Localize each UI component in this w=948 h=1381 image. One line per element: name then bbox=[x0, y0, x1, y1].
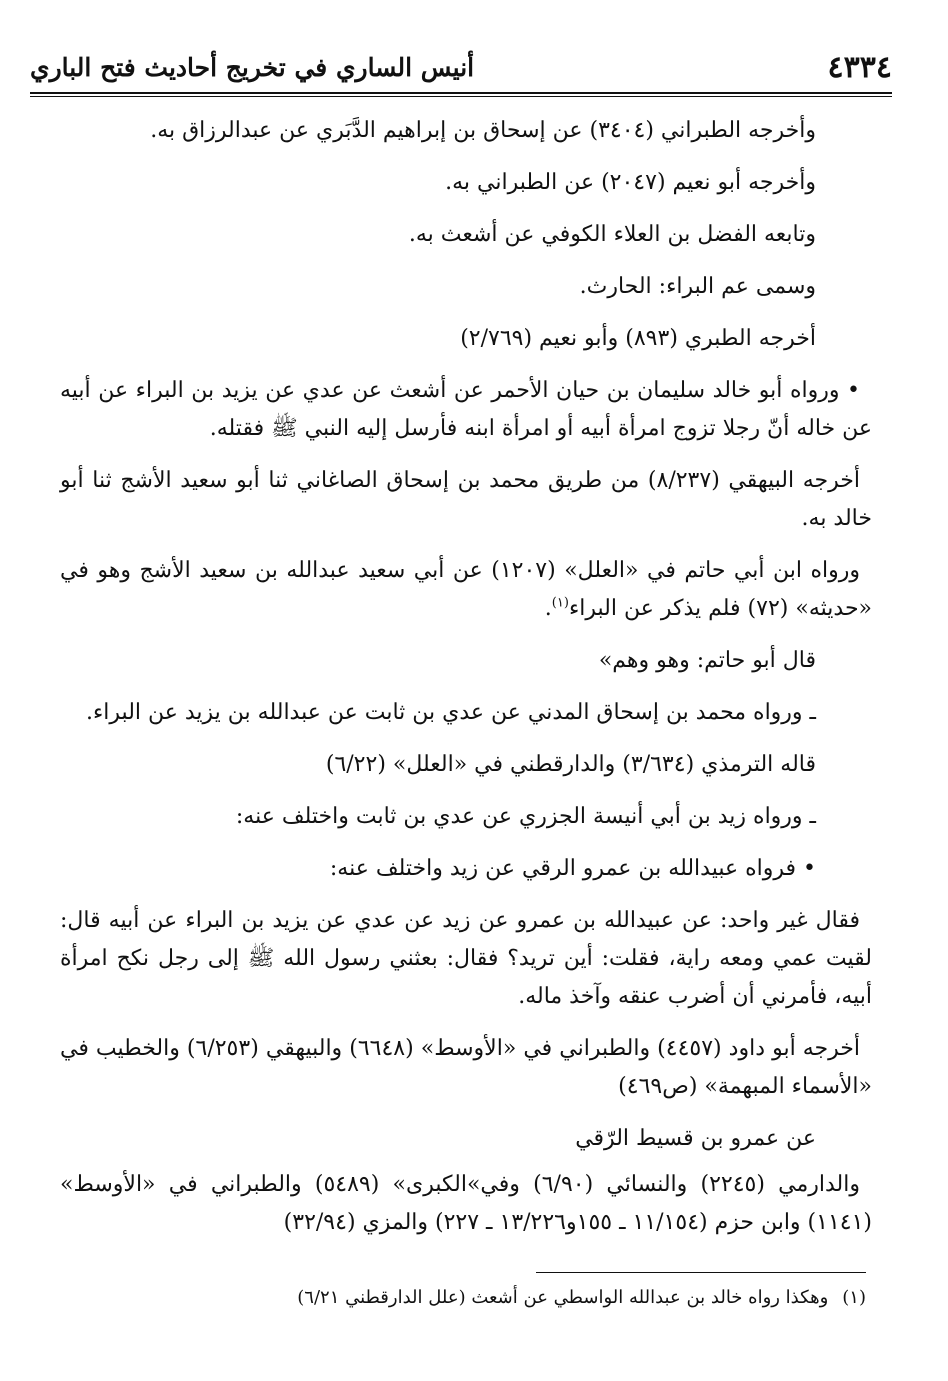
paragraph: أخرجه البيهقي (٨/٢٣٧) من طريق محمد بن إسحاق الصاغاني ثنا أبو سعيد الأشج ثنا أبو خالد به. bbox=[60, 468, 872, 531]
paragraph: أخرجه الطبري (٨٩٣) وأبو نعيم (٢/٧٦٩) bbox=[460, 326, 816, 351]
paragraph: ـ ورواه محمد بن إسحاق المدني عن عدي بن ثابت عن عبدالله بن يزيد عن البراء. bbox=[85, 700, 816, 725]
paragraph: • فرواه عبيدالله بن عمرو الرقي عن زيد واختلف عنه: bbox=[329, 856, 816, 881]
paragraph: • ورواه أبو خالد سليمان بن حيان الأحمر عن أشعث عن عدي عن يزيد بن البراء عن أبيه عن خاله أنّ رجلا تزوج امرأة أبيه أو امرأة ابنه فأرسل إليه النبي ﷺ فقتله. bbox=[60, 378, 872, 441]
footnote-marker: (١) bbox=[842, 1287, 866, 1308]
footnote-rule bbox=[536, 1272, 866, 1273]
paragraph: وأخرجه أبو نعيم (٢٠٤٧) عن الطبراني به. bbox=[445, 170, 816, 195]
page-header bbox=[30, 48, 892, 88]
paragraph: أخرجه أبو داود (٤٤٥٧) والطبراني في «الأوسط» (٦٦٤٨) والبيهقي (٦/٢٥٣) والخطيب في «الأسماء المبهمة» (ص٤٦٩) bbox=[60, 1036, 872, 1099]
footnote-text: وهكذا رواه خالد بن عبدالله الواسطي عن أشعث (علل الدارقطني ٦/٢١) bbox=[297, 1287, 829, 1308]
paragraph-text: ورواه ابن أبي حاتم في «العلل» (١٢٠٧) عن أبي سعيد عبدالله بن سعيد الأشج وهو في «حديثه» (٧٢) فلم يذكر عن البراء bbox=[60, 558, 872, 621]
footnote-reference: (١) bbox=[551, 595, 569, 611]
paragraph: وتابعه الفضل بن العلاء الكوفي عن أشعث به. bbox=[408, 222, 816, 247]
paragraph: ـ ورواه زيد بن أبي أنيسة الجزري عن عدي بن ثابت واختلف عنه: bbox=[235, 804, 816, 829]
paragraph: وسمى عم البراء: الحارث. bbox=[579, 274, 816, 299]
page-number: ٤٣٣٤ bbox=[827, 50, 892, 85]
paragraph-end: . bbox=[544, 596, 552, 621]
paragraph: فقال غير واحد: عن عبيدالله بن عمرو عن زيد عن عدي عن يزيد بن البراء عن أبيه قال: لقيت عمي ومعه راية، فقلت: أين تريد؟ فقال: بعثني رسول الله ﷺ إلى رجل نكح امرأة أبيه، فأمرني أن أضرب عنقه وآخذ ماله. bbox=[60, 908, 872, 1009]
footnote bbox=[60, 1284, 866, 1312]
paragraph: وأخرجه الطبراني (٣٤٠٤) عن إسحاق بن إبراهيم الدَّبَري عن عبدالرزاق به. bbox=[150, 118, 816, 143]
paragraph: قاله الترمذي (٣/٦٣٤) والدارقطني في «العلل» (٦/٢٢) bbox=[325, 752, 816, 777]
main-text bbox=[60, 112, 872, 1256]
running-title: أنيس الساري في تخريج أحاديث فتح الباري bbox=[30, 53, 475, 82]
paragraph: قال أبو حاتم: وهو وهم» bbox=[598, 648, 816, 673]
paragraph bbox=[60, 552, 872, 628]
paragraph: والدارمي (٢٢٤٥) والنسائي (٦/٩٠) وفي»الكبرى» (٥٤٨٩) والطبراني في «الأوسط» (١١٤١) وابن حزم (١١/١٥٤ ـ ١٥٥و١٣/٢٢٦ ـ ٢٢٧) والمزي (٣٢/٩٤) bbox=[60, 1172, 872, 1235]
header-rule bbox=[30, 92, 892, 97]
paragraph: عن عمرو بن قسيط الرّقي bbox=[575, 1126, 816, 1151]
